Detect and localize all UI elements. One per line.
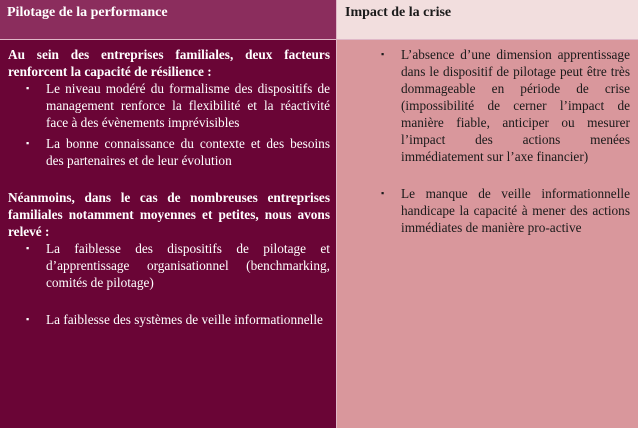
list-item-text: Le niveau modéré du formalisme des dispositifs de management renforce la flexibilité et la réactivité face à des évènements imprévisibles [46, 81, 330, 130]
list-item-text: La faiblesse des systèmes de veille informationnelle [46, 312, 323, 327]
list-item [8, 240, 330, 291]
list-item [363, 46, 630, 165]
header-crisis-impact [337, 0, 638, 40]
list-item [8, 135, 330, 169]
square-bullet-icon: ▪ [381, 188, 385, 198]
list-item-text: L’absence d’une dimension apprentissage dans le dispositif de pilotage peut être très dommageable en période de crise (impossibilité de cerner l’impact de manière fiable, anticiper ou mesurer l’impact des actions menées immédiatement sur l’axe financier) [401, 47, 630, 164]
header-performance [0, 0, 337, 40]
square-bullet-icon: ▪ [26, 243, 30, 253]
header-crisis-impact-title: Impact de la crise [345, 5, 452, 20]
resilience-intro: Au sein des entreprises familiales, deux facteurs renforcent la capacité de résilience : [8, 47, 330, 79]
square-bullet-icon: ▪ [381, 49, 385, 59]
list-item-text: La faiblesse des dispositifs de pilotage et d’apprentissage organisationnel (benchmarking, comités de pilotage) [46, 241, 330, 290]
impacts-list [363, 46, 630, 236]
list-item [8, 311, 330, 328]
resilience-factors-list [8, 80, 330, 169]
header-performance-title: Pilotage de la performance [7, 5, 168, 20]
list-item [8, 80, 330, 131]
crisis-impact-cell [337, 40, 638, 428]
list-item-text: La bonne connaissance du contexte et des besoins des partenaires et de leur évolution [46, 136, 330, 168]
square-bullet-icon: ▪ [26, 138, 30, 148]
however-paragraph: Néanmoins, dans le cas de nombreuses entreprises familiales notamment moyennes et petites, nous avons relevé : [8, 190, 330, 239]
list-item [363, 185, 630, 236]
weaknesses-list [8, 240, 330, 328]
performance-cell [0, 40, 337, 428]
square-bullet-icon: ▪ [26, 83, 30, 93]
square-bullet-icon: ▪ [26, 314, 30, 324]
list-item-text: Le manque de veille informationnelle handicape la capacité à mener des actions immédiates de manière pro-active [401, 186, 630, 235]
